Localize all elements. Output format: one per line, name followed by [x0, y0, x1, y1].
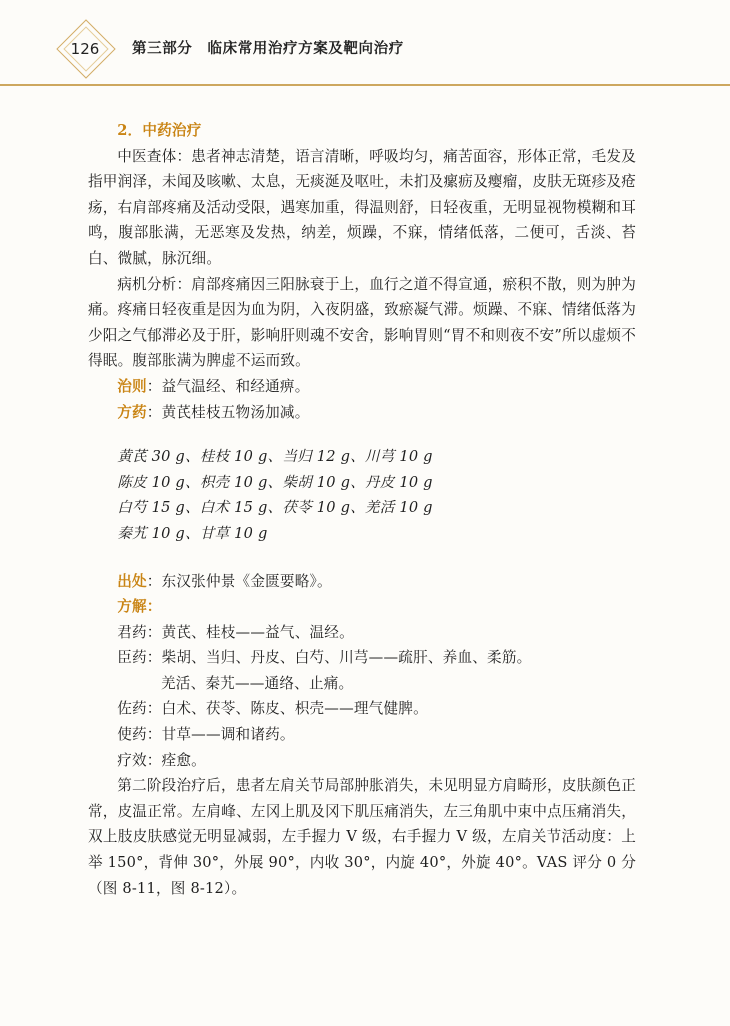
shi-herb-line: 使药：甘草——调和诸药。 — [117, 726, 295, 744]
chen-herb-line: 臣药：柴胡、当归、丹皮、白芍、川芎——疏肝、养血、柔筋。 — [117, 649, 532, 667]
prescription-line: 陈皮 10 g、枳壳 10 g、柴胡 10 g、丹皮 10 g — [117, 473, 433, 491]
source-label: 出处 — [117, 572, 147, 590]
prescription-line: 黄芪 30 g、桂枝 10 g、当归 12 g、川芎 10 g — [117, 448, 433, 466]
formula-text: ：黄芪桂枝五物汤加减。 — [146, 403, 310, 421]
followup-paragraph: 第二阶段治疗后，患者左肩关节局部肿胀消失，未见明显方肩畸形，皮肤颜色正常，皮温正常。左肩峰、左冈上肌及冈下肌压痛消失，左三角肌中束中点压痛消失，双上肢皮肤感觉无明显减弱，左手握力 V 级，右手握力 V 级，左肩关节活动度：上举 150°，背伸 30°，外展 90°，内收 30°，内旋 40°，外旋 40°。VAS 评分 0 分（图 8-11，图 8-12）。 — [88, 777, 636, 897]
analysis-heading — [88, 594, 636, 620]
analysis-colon: ： — [146, 598, 162, 616]
analysis-label: 方解 — [117, 598, 147, 616]
header-divider — [0, 84, 730, 86]
formula-label: 方药 — [117, 403, 147, 421]
source — [88, 569, 636, 595]
running-head: 第三部分 临床常用治疗方案及靶向治疗 — [132, 41, 404, 57]
treatment-principle — [88, 374, 636, 400]
prescription-line: 秦艽 10 g、甘草 10 g — [117, 524, 268, 542]
zuo-herb-line: 佐药：白术、茯苓、陈皮、枳壳——理气健脾。 — [117, 700, 428, 718]
prescription-line: 白芍 15 g、白术 15 g、茯苓 10 g、羌活 10 g — [117, 499, 433, 517]
prescription-block — [117, 444, 636, 546]
treatment-principle-text: ：益气温经、和经通痹。 — [146, 377, 310, 395]
formula — [88, 400, 636, 426]
source-text: ：东汉张仲景《金匮要略》。 — [146, 572, 332, 590]
pathogenesis-paragraph: 病机分析：肩部疼痛因三阳脉衰于上，血行之道不得宣通，瘀积不散，则为肿为痛。疼痛日轻夜重是因为血为阴，入夜阴盛，致瘀凝气滞。烦躁、不寐、情绪低落为少阳之气郁滞必及于肝，影响肝则魂不安舍，影响胃则“胃不和则夜不安”所以虚烦不得眠。腹部胀满为脾虚不运而致。 — [88, 275, 636, 370]
treatment-principle-label: 治则 — [117, 377, 147, 395]
page-content — [88, 118, 636, 901]
section-title: 2．中药治疗 — [117, 122, 202, 139]
page-number: 126 — [70, 40, 100, 58]
exam-paragraph: 中医查体：患者神志清楚，语言清晰，呼吸均匀，痛苦面容，形体正常，毛发及指甲润泽，未闻及咳嗽、太息，无痰涎及呕吐，未扪及瘰疬及瘿瘤，皮肤无斑疹及疮疡，右肩部疼痛及活动受限，遇寒加重，得温则舒，日轻夜重，无明显视物模糊和耳鸣，腹部胀满，无恶寒及发热，纳差，烦躁，不寐，情绪低落，二便可，舌淡、苔白、微腻，脉沉细。 — [88, 147, 636, 267]
effect-line: 疗效：痊愈。 — [117, 751, 206, 769]
chen-herb-line-2: 羌活、秦艽——通络、止痛。 — [161, 674, 354, 692]
page-header — [0, 0, 730, 90]
jun-herb-line: 君药：黄芪、桂枝——益气、温经。 — [117, 623, 354, 641]
